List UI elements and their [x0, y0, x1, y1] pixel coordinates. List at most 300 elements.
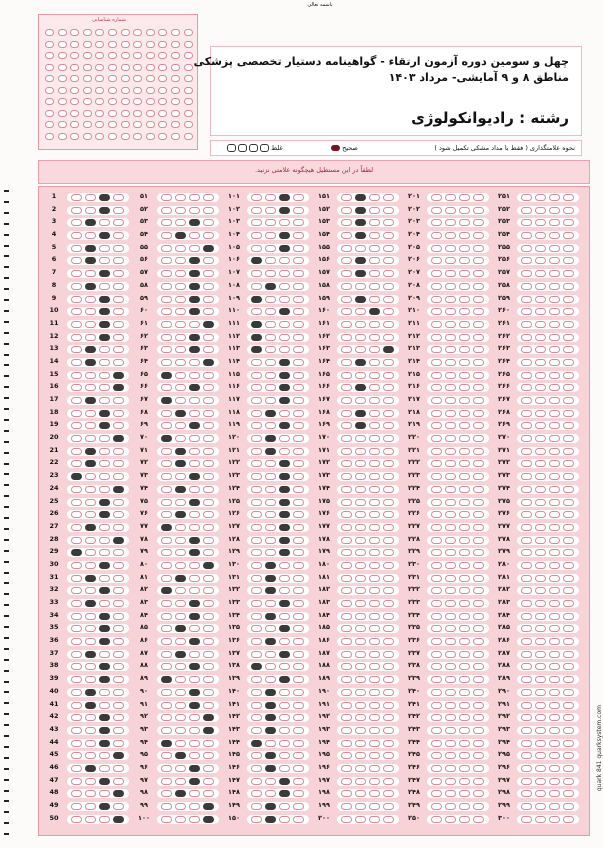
answer-bubble[interactable]: [265, 257, 276, 264]
answer-bubble[interactable]: [279, 296, 290, 303]
answer-bubble[interactable]: [203, 448, 214, 455]
answer-bubble[interactable]: [71, 587, 82, 594]
answer-bubble[interactable]: [85, 702, 96, 709]
answer-bubble[interactable]: [341, 460, 352, 467]
answer-bubble[interactable]: [445, 359, 456, 366]
answer-bubble[interactable]: [71, 296, 82, 303]
answer-bubble[interactable]: [113, 714, 124, 721]
answer-bubble[interactable]: [113, 321, 124, 328]
answer-bubble[interactable]: [175, 816, 186, 823]
answer-bubble[interactable]: [293, 359, 304, 366]
answer-bubble[interactable]: [279, 663, 290, 670]
answer-bubble[interactable]: [161, 587, 172, 594]
id-bubble[interactable]: [83, 87, 92, 94]
answer-bubble[interactable]: [161, 359, 172, 366]
answer-bubble[interactable]: [473, 511, 484, 518]
answer-bubble[interactable]: [383, 676, 394, 683]
answer-bubble[interactable]: [549, 422, 560, 429]
answer-bubble[interactable]: [521, 245, 532, 252]
answer-bubble[interactable]: [71, 524, 82, 531]
answer-bubble[interactable]: [113, 702, 124, 709]
answer-bubble[interactable]: [563, 308, 574, 315]
answer-bubble[interactable]: [279, 207, 290, 214]
answer-bubble[interactable]: [473, 410, 484, 417]
answer-bubble[interactable]: [535, 473, 546, 480]
answer-bubble[interactable]: [563, 803, 574, 810]
answer-bubble[interactable]: [279, 562, 290, 569]
answer-bubble[interactable]: [175, 460, 186, 467]
answer-bubble[interactable]: [341, 587, 352, 594]
answer-bubble[interactable]: [175, 194, 186, 201]
answer-bubble[interactable]: [203, 600, 214, 607]
answer-bubble[interactable]: [431, 308, 442, 315]
answer-bubble[interactable]: [549, 663, 560, 670]
answer-bubble[interactable]: [71, 625, 82, 632]
answer-bubble[interactable]: [431, 562, 442, 569]
answer-bubble[interactable]: [203, 587, 214, 594]
answer-bubble[interactable]: [161, 219, 172, 226]
answer-bubble[interactable]: [535, 638, 546, 645]
answer-bubble[interactable]: [175, 207, 186, 214]
answer-bubble[interactable]: [535, 460, 546, 467]
answer-bubble[interactable]: [521, 549, 532, 556]
id-bubble[interactable]: [133, 110, 142, 117]
answer-bubble[interactable]: [293, 752, 304, 759]
answer-bubble[interactable]: [459, 270, 470, 277]
answer-bubble[interactable]: [369, 625, 380, 632]
answer-bubble[interactable]: [383, 625, 394, 632]
answer-bubble[interactable]: [99, 816, 110, 823]
answer-bubble[interactable]: [341, 384, 352, 391]
id-bubble[interactable]: [121, 41, 130, 48]
answer-bubble[interactable]: [175, 410, 186, 417]
answer-bubble[interactable]: [279, 194, 290, 201]
answer-bubble[interactable]: [85, 270, 96, 277]
id-bubble[interactable]: [158, 133, 167, 140]
answer-bubble[interactable]: [99, 511, 110, 518]
answer-bubble[interactable]: [445, 778, 456, 785]
answer-bubble[interactable]: [279, 359, 290, 366]
answer-bubble[interactable]: [563, 321, 574, 328]
answer-bubble[interactable]: [431, 663, 442, 670]
answer-bubble[interactable]: [473, 702, 484, 709]
answer-bubble[interactable]: [85, 372, 96, 379]
answer-bubble[interactable]: [293, 219, 304, 226]
id-bubble[interactable]: [70, 75, 79, 82]
answer-bubble[interactable]: [341, 372, 352, 379]
answer-bubble[interactable]: [535, 727, 546, 734]
answer-bubble[interactable]: [279, 778, 290, 785]
answer-bubble[interactable]: [535, 422, 546, 429]
answer-bubble[interactable]: [369, 245, 380, 252]
answer-bubble[interactable]: [383, 816, 394, 823]
id-bubble[interactable]: [171, 121, 180, 128]
answer-bubble[interactable]: [535, 537, 546, 544]
answer-bubble[interactable]: [293, 625, 304, 632]
answer-bubble[interactable]: [521, 524, 532, 531]
answer-bubble[interactable]: [293, 372, 304, 379]
answer-bubble[interactable]: [189, 511, 200, 518]
answer-bubble[interactable]: [113, 384, 124, 391]
answer-bubble[interactable]: [279, 727, 290, 734]
answer-bubble[interactable]: [473, 689, 484, 696]
answer-bubble[interactable]: [85, 296, 96, 303]
answer-bubble[interactable]: [279, 410, 290, 417]
answer-bubble[interactable]: [459, 359, 470, 366]
answer-bubble[interactable]: [355, 702, 366, 709]
answer-bubble[interactable]: [175, 638, 186, 645]
id-bubble[interactable]: [45, 29, 54, 36]
answer-bubble[interactable]: [113, 816, 124, 823]
answer-bubble[interactable]: [383, 270, 394, 277]
answer-bubble[interactable]: [279, 384, 290, 391]
answer-bubble[interactable]: [203, 803, 214, 810]
answer-bubble[interactable]: [521, 384, 532, 391]
answer-bubble[interactable]: [355, 524, 366, 531]
answer-bubble[interactable]: [175, 245, 186, 252]
answer-bubble[interactable]: [383, 334, 394, 341]
answer-bubble[interactable]: [459, 663, 470, 670]
answer-bubble[interactable]: [189, 702, 200, 709]
answer-bubble[interactable]: [521, 321, 532, 328]
answer-bubble[interactable]: [549, 384, 560, 391]
answer-bubble[interactable]: [431, 219, 442, 226]
answer-bubble[interactable]: [113, 194, 124, 201]
answer-bubble[interactable]: [521, 803, 532, 810]
answer-bubble[interactable]: [71, 651, 82, 658]
id-bubble[interactable]: [171, 64, 180, 71]
id-bubble[interactable]: [184, 133, 193, 140]
answer-bubble[interactable]: [203, 359, 214, 366]
answer-bubble[interactable]: [161, 473, 172, 480]
answer-bubble[interactable]: [265, 803, 276, 810]
answer-bubble[interactable]: [445, 499, 456, 506]
answer-bubble[interactable]: [445, 549, 456, 556]
answer-bubble[interactable]: [189, 308, 200, 315]
answer-bubble[interactable]: [71, 486, 82, 493]
answer-bubble[interactable]: [563, 245, 574, 252]
answer-bubble[interactable]: [161, 562, 172, 569]
answer-bubble[interactable]: [265, 486, 276, 493]
answer-bubble[interactable]: [279, 816, 290, 823]
answer-bubble[interactable]: [341, 625, 352, 632]
answer-bubble[interactable]: [369, 384, 380, 391]
answer-bubble[interactable]: [445, 511, 456, 518]
answer-bubble[interactable]: [383, 194, 394, 201]
answer-bubble[interactable]: [251, 663, 262, 670]
answer-bubble[interactable]: [265, 448, 276, 455]
answer-bubble[interactable]: [563, 397, 574, 404]
answer-bubble[interactable]: [383, 296, 394, 303]
answer-bubble[interactable]: [189, 346, 200, 353]
answer-bubble[interactable]: [279, 499, 290, 506]
answer-bubble[interactable]: [431, 676, 442, 683]
answer-bubble[interactable]: [251, 727, 262, 734]
answer-bubble[interactable]: [431, 587, 442, 594]
answer-bubble[interactable]: [85, 740, 96, 747]
answer-bubble[interactable]: [85, 499, 96, 506]
answer-bubble[interactable]: [203, 422, 214, 429]
answer-bubble[interactable]: [521, 816, 532, 823]
id-bubble[interactable]: [70, 52, 79, 59]
answer-bubble[interactable]: [445, 219, 456, 226]
answer-bubble[interactable]: [85, 283, 96, 290]
answer-bubble[interactable]: [355, 321, 366, 328]
answer-bubble[interactable]: [85, 524, 96, 531]
answer-bubble[interactable]: [341, 676, 352, 683]
answer-bubble[interactable]: [459, 562, 470, 569]
answer-bubble[interactable]: [431, 486, 442, 493]
answer-bubble[interactable]: [369, 740, 380, 747]
answer-bubble[interactable]: [85, 410, 96, 417]
answer-bubble[interactable]: [431, 397, 442, 404]
answer-bubble[interactable]: [265, 562, 276, 569]
answer-bubble[interactable]: [535, 689, 546, 696]
answer-bubble[interactable]: [549, 600, 560, 607]
answer-bubble[interactable]: [71, 194, 82, 201]
id-bubble[interactable]: [121, 52, 130, 59]
answer-bubble[interactable]: [459, 765, 470, 772]
answer-bubble[interactable]: [71, 676, 82, 683]
answer-bubble[interactable]: [293, 524, 304, 531]
answer-bubble[interactable]: [161, 334, 172, 341]
answer-bubble[interactable]: [251, 600, 262, 607]
answer-bubble[interactable]: [383, 663, 394, 670]
answer-bubble[interactable]: [113, 410, 124, 417]
answer-bubble[interactable]: [293, 816, 304, 823]
answer-bubble[interactable]: [445, 397, 456, 404]
answer-bubble[interactable]: [279, 511, 290, 518]
answer-bubble[interactable]: [175, 397, 186, 404]
answer-bubble[interactable]: [355, 270, 366, 277]
answer-bubble[interactable]: [341, 663, 352, 670]
answer-bubble[interactable]: [175, 676, 186, 683]
answer-bubble[interactable]: [113, 346, 124, 353]
answer-bubble[interactable]: [99, 689, 110, 696]
answer-bubble[interactable]: [175, 625, 186, 632]
answer-bubble[interactable]: [113, 600, 124, 607]
answer-bubble[interactable]: [85, 321, 96, 328]
answer-bubble[interactable]: [189, 410, 200, 417]
answer-bubble[interactable]: [383, 537, 394, 544]
id-bubble[interactable]: [45, 64, 54, 71]
answer-bubble[interactable]: [265, 384, 276, 391]
answer-bubble[interactable]: [251, 499, 262, 506]
answer-bubble[interactable]: [113, 334, 124, 341]
id-bubble[interactable]: [121, 87, 130, 94]
answer-bubble[interactable]: [521, 625, 532, 632]
answer-bubble[interactable]: [355, 803, 366, 810]
answer-bubble[interactable]: [383, 473, 394, 480]
answer-bubble[interactable]: [341, 346, 352, 353]
answer-bubble[interactable]: [459, 511, 470, 518]
answer-bubble[interactable]: [265, 334, 276, 341]
answer-bubble[interactable]: [459, 372, 470, 379]
answer-bubble[interactable]: [369, 714, 380, 721]
answer-bubble[interactable]: [563, 600, 574, 607]
answer-bubble[interactable]: [563, 486, 574, 493]
id-bubble[interactable]: [171, 98, 180, 105]
answer-bubble[interactable]: [341, 194, 352, 201]
answer-bubble[interactable]: [85, 587, 96, 594]
id-bubble[interactable]: [158, 64, 167, 71]
id-bubble[interactable]: [171, 29, 180, 36]
answer-bubble[interactable]: [251, 511, 262, 518]
answer-bubble[interactable]: [535, 803, 546, 810]
answer-bubble[interactable]: [521, 613, 532, 620]
id-bubble[interactable]: [108, 41, 117, 48]
answer-bubble[interactable]: [113, 448, 124, 455]
answer-bubble[interactable]: [251, 486, 262, 493]
answer-bubble[interactable]: [265, 270, 276, 277]
answer-bubble[interactable]: [445, 740, 456, 747]
answer-bubble[interactable]: [341, 397, 352, 404]
answer-bubble[interactable]: [161, 283, 172, 290]
answer-bubble[interactable]: [293, 283, 304, 290]
answer-bubble[interactable]: [71, 702, 82, 709]
answer-bubble[interactable]: [265, 613, 276, 620]
answer-bubble[interactable]: [341, 499, 352, 506]
answer-bubble[interactable]: [99, 740, 110, 747]
answer-bubble[interactable]: [279, 308, 290, 315]
answer-bubble[interactable]: [521, 422, 532, 429]
answer-bubble[interactable]: [445, 625, 456, 632]
answer-bubble[interactable]: [203, 194, 214, 201]
answer-bubble[interactable]: [473, 486, 484, 493]
answer-bubble[interactable]: [431, 435, 442, 442]
answer-bubble[interactable]: [71, 410, 82, 417]
answer-bubble[interactable]: [383, 321, 394, 328]
answer-bubble[interactable]: [459, 473, 470, 480]
answer-bubble[interactable]: [71, 689, 82, 696]
answer-bubble[interactable]: [431, 257, 442, 264]
answer-bubble[interactable]: [99, 778, 110, 785]
answer-bubble[interactable]: [431, 207, 442, 214]
answer-bubble[interactable]: [383, 511, 394, 518]
answer-bubble[interactable]: [71, 283, 82, 290]
answer-bubble[interactable]: [71, 752, 82, 759]
answer-bubble[interactable]: [445, 283, 456, 290]
answer-bubble[interactable]: [431, 296, 442, 303]
answer-bubble[interactable]: [113, 575, 124, 582]
answer-bubble[interactable]: [85, 473, 96, 480]
id-bubble[interactable]: [133, 87, 142, 94]
answer-bubble[interactable]: [71, 308, 82, 315]
answer-bubble[interactable]: [251, 524, 262, 531]
answer-bubble[interactable]: [189, 448, 200, 455]
answer-bubble[interactable]: [355, 346, 366, 353]
answer-bubble[interactable]: [445, 245, 456, 252]
answer-bubble[interactable]: [85, 625, 96, 632]
answer-bubble[interactable]: [113, 359, 124, 366]
answer-bubble[interactable]: [189, 625, 200, 632]
answer-bubble[interactable]: [293, 714, 304, 721]
answer-bubble[interactable]: [265, 359, 276, 366]
answer-bubble[interactable]: [175, 422, 186, 429]
answer-bubble[interactable]: [161, 638, 172, 645]
answer-bubble[interactable]: [175, 486, 186, 493]
answer-bubble[interactable]: [355, 283, 366, 290]
answer-bubble[interactable]: [189, 765, 200, 772]
answer-bubble[interactable]: [383, 575, 394, 582]
answer-bubble[interactable]: [161, 460, 172, 467]
answer-bubble[interactable]: [85, 752, 96, 759]
answer-bubble[interactable]: [459, 752, 470, 759]
id-bubble[interactable]: [45, 75, 54, 82]
answer-bubble[interactable]: [279, 714, 290, 721]
answer-bubble[interactable]: [459, 321, 470, 328]
answer-bubble[interactable]: [521, 410, 532, 417]
answer-bubble[interactable]: [535, 232, 546, 239]
answer-bubble[interactable]: [369, 752, 380, 759]
answer-bubble[interactable]: [265, 587, 276, 594]
answer-bubble[interactable]: [203, 778, 214, 785]
answer-bubble[interactable]: [549, 689, 560, 696]
answer-bubble[interactable]: [383, 752, 394, 759]
answer-bubble[interactable]: [85, 257, 96, 264]
answer-bubble[interactable]: [113, 524, 124, 531]
answer-bubble[interactable]: [293, 702, 304, 709]
answer-bubble[interactable]: [549, 575, 560, 582]
answer-bubble[interactable]: [563, 359, 574, 366]
answer-bubble[interactable]: [251, 448, 262, 455]
answer-bubble[interactable]: [341, 702, 352, 709]
answer-bubble[interactable]: [71, 575, 82, 582]
answer-bubble[interactable]: [369, 308, 380, 315]
answer-bubble[interactable]: [175, 346, 186, 353]
answer-bubble[interactable]: [459, 587, 470, 594]
answer-bubble[interactable]: [251, 676, 262, 683]
answer-bubble[interactable]: [473, 308, 484, 315]
answer-bubble[interactable]: [431, 245, 442, 252]
answer-bubble[interactable]: [113, 537, 124, 544]
id-bubble[interactable]: [95, 98, 104, 105]
answer-bubble[interactable]: [459, 435, 470, 442]
answer-bubble[interactable]: [203, 245, 214, 252]
answer-bubble[interactable]: [189, 752, 200, 759]
answer-bubble[interactable]: [161, 384, 172, 391]
answer-bubble[interactable]: [175, 270, 186, 277]
answer-bubble[interactable]: [521, 460, 532, 467]
answer-bubble[interactable]: [383, 549, 394, 556]
answer-bubble[interactable]: [175, 702, 186, 709]
answer-bubble[interactable]: [383, 727, 394, 734]
answer-bubble[interactable]: [251, 308, 262, 315]
answer-bubble[interactable]: [341, 537, 352, 544]
answer-bubble[interactable]: [341, 752, 352, 759]
answer-bubble[interactable]: [71, 663, 82, 670]
id-bubble[interactable]: [158, 29, 167, 36]
answer-bubble[interactable]: [521, 257, 532, 264]
answer-bubble[interactable]: [535, 740, 546, 747]
answer-bubble[interactable]: [113, 803, 124, 810]
answer-bubble[interactable]: [369, 410, 380, 417]
answer-bubble[interactable]: [113, 727, 124, 734]
answer-bubble[interactable]: [99, 499, 110, 506]
id-bubble[interactable]: [133, 52, 142, 59]
answer-bubble[interactable]: [355, 575, 366, 582]
answer-bubble[interactable]: [521, 702, 532, 709]
answer-bubble[interactable]: [293, 537, 304, 544]
answer-bubble[interactable]: [473, 499, 484, 506]
answer-bubble[interactable]: [189, 296, 200, 303]
answer-bubble[interactable]: [189, 714, 200, 721]
answer-bubble[interactable]: [563, 727, 574, 734]
answer-bubble[interactable]: [369, 600, 380, 607]
answer-bubble[interactable]: [459, 676, 470, 683]
answer-bubble[interactable]: [355, 448, 366, 455]
answer-bubble[interactable]: [355, 740, 366, 747]
